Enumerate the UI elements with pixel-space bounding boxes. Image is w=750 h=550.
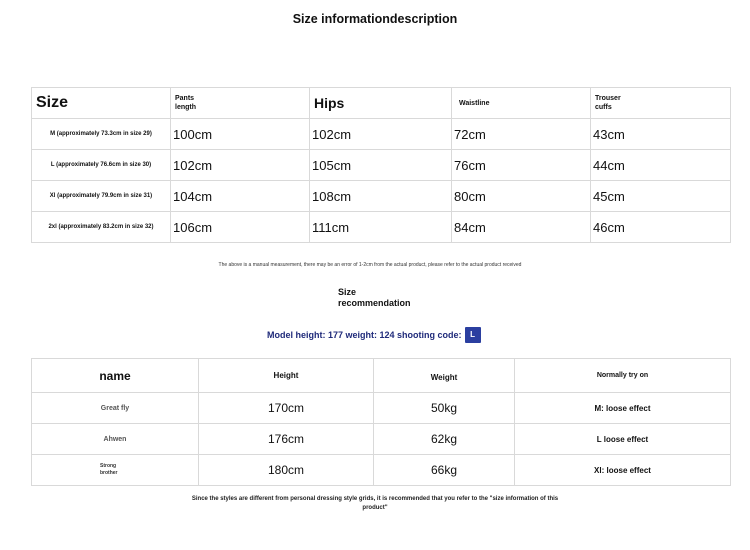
- cuffs-value: 45cm: [591, 181, 731, 212]
- table-row: [32, 150, 731, 181]
- cuffs-value: 46cm: [591, 212, 731, 243]
- size-label: M (approximately 73.3cm in size 29): [32, 119, 171, 150]
- pants-length-value: 102cm: [171, 150, 310, 181]
- height-value: 180cm: [199, 455, 374, 486]
- pants-length-value: 104cm: [171, 181, 310, 212]
- header-weight: Weight: [374, 359, 515, 393]
- table-row: [32, 424, 731, 455]
- model-info: [267, 327, 481, 343]
- recommendation-title-line2: recommendation: [338, 298, 411, 308]
- measurement-note: The above is a manual measurement, there may be an error of 1-2cm from the actual product, please refer to the actual product received: [218, 262, 522, 268]
- table-row: [32, 181, 731, 212]
- hips-value: 105cm: [310, 150, 452, 181]
- recommendation-title-line1: Size: [338, 287, 357, 297]
- hips-value: 111cm: [310, 212, 452, 243]
- header-hips: Hips: [310, 88, 452, 119]
- recommendation-title: [338, 287, 411, 309]
- waistline-value: 84cm: [452, 212, 591, 243]
- try-on-effect: Xl: loose effect: [515, 455, 731, 486]
- weight-value: 66kg: [374, 455, 515, 486]
- cuffs-value: 44cm: [591, 150, 731, 181]
- size-label: 2xl (approximately 83.2cm in size 32): [32, 212, 171, 243]
- hips-value: 102cm: [310, 119, 452, 150]
- header-trouser-cuffs: Trouser cuffs: [591, 88, 731, 119]
- cuffs-value: 43cm: [591, 119, 731, 150]
- page-title: Size informationdescription: [292, 12, 458, 26]
- try-on-effect: M: loose effect: [515, 393, 731, 424]
- model-info-text: Model height: 177 weight: 124 shooting code:: [267, 330, 462, 340]
- table-row: [32, 212, 731, 243]
- table-row: [32, 393, 731, 424]
- height-value: 170cm: [199, 393, 374, 424]
- header-height: Height: [199, 359, 374, 393]
- header-pants-length: Pants length: [171, 88, 310, 119]
- waistline-value: 72cm: [452, 119, 591, 150]
- header-name: name: [32, 359, 199, 393]
- height-value: 176cm: [199, 424, 374, 455]
- size-information-table: [31, 87, 731, 243]
- shooting-code-badge: L: [465, 327, 481, 343]
- footer-note: Since the styles are different from personal dressing style grids, it is recommended that you refer to the "size information of this product": [191, 496, 559, 511]
- waistline-value: 76cm: [452, 150, 591, 181]
- recommendation-header-row: [32, 359, 731, 393]
- table-row: [32, 119, 731, 150]
- header-normally-try-on: Normally try on: [515, 359, 731, 393]
- try-on-effect: L loose effect: [515, 424, 731, 455]
- hips-value: 108cm: [310, 181, 452, 212]
- header-size: Size: [32, 88, 171, 119]
- header-waistline: Waistline: [452, 88, 591, 119]
- pants-length-value: 100cm: [171, 119, 310, 150]
- weight-value: 62kg: [374, 424, 515, 455]
- size-table-header-row: [32, 88, 731, 119]
- pants-length-value: 106cm: [171, 212, 310, 243]
- weight-value: 50kg: [374, 393, 515, 424]
- size-label: L (approximately 76.6cm in size 30): [32, 150, 171, 181]
- person-name: Great fly: [32, 393, 199, 424]
- size-recommendation-table: [31, 358, 731, 486]
- person-name: Strong brother: [32, 455, 199, 486]
- waistline-value: 80cm: [452, 181, 591, 212]
- table-row: [32, 455, 731, 486]
- size-label: Xl (approximately 79.9cm in size 31): [32, 181, 171, 212]
- person-name: Ahwen: [32, 424, 199, 455]
